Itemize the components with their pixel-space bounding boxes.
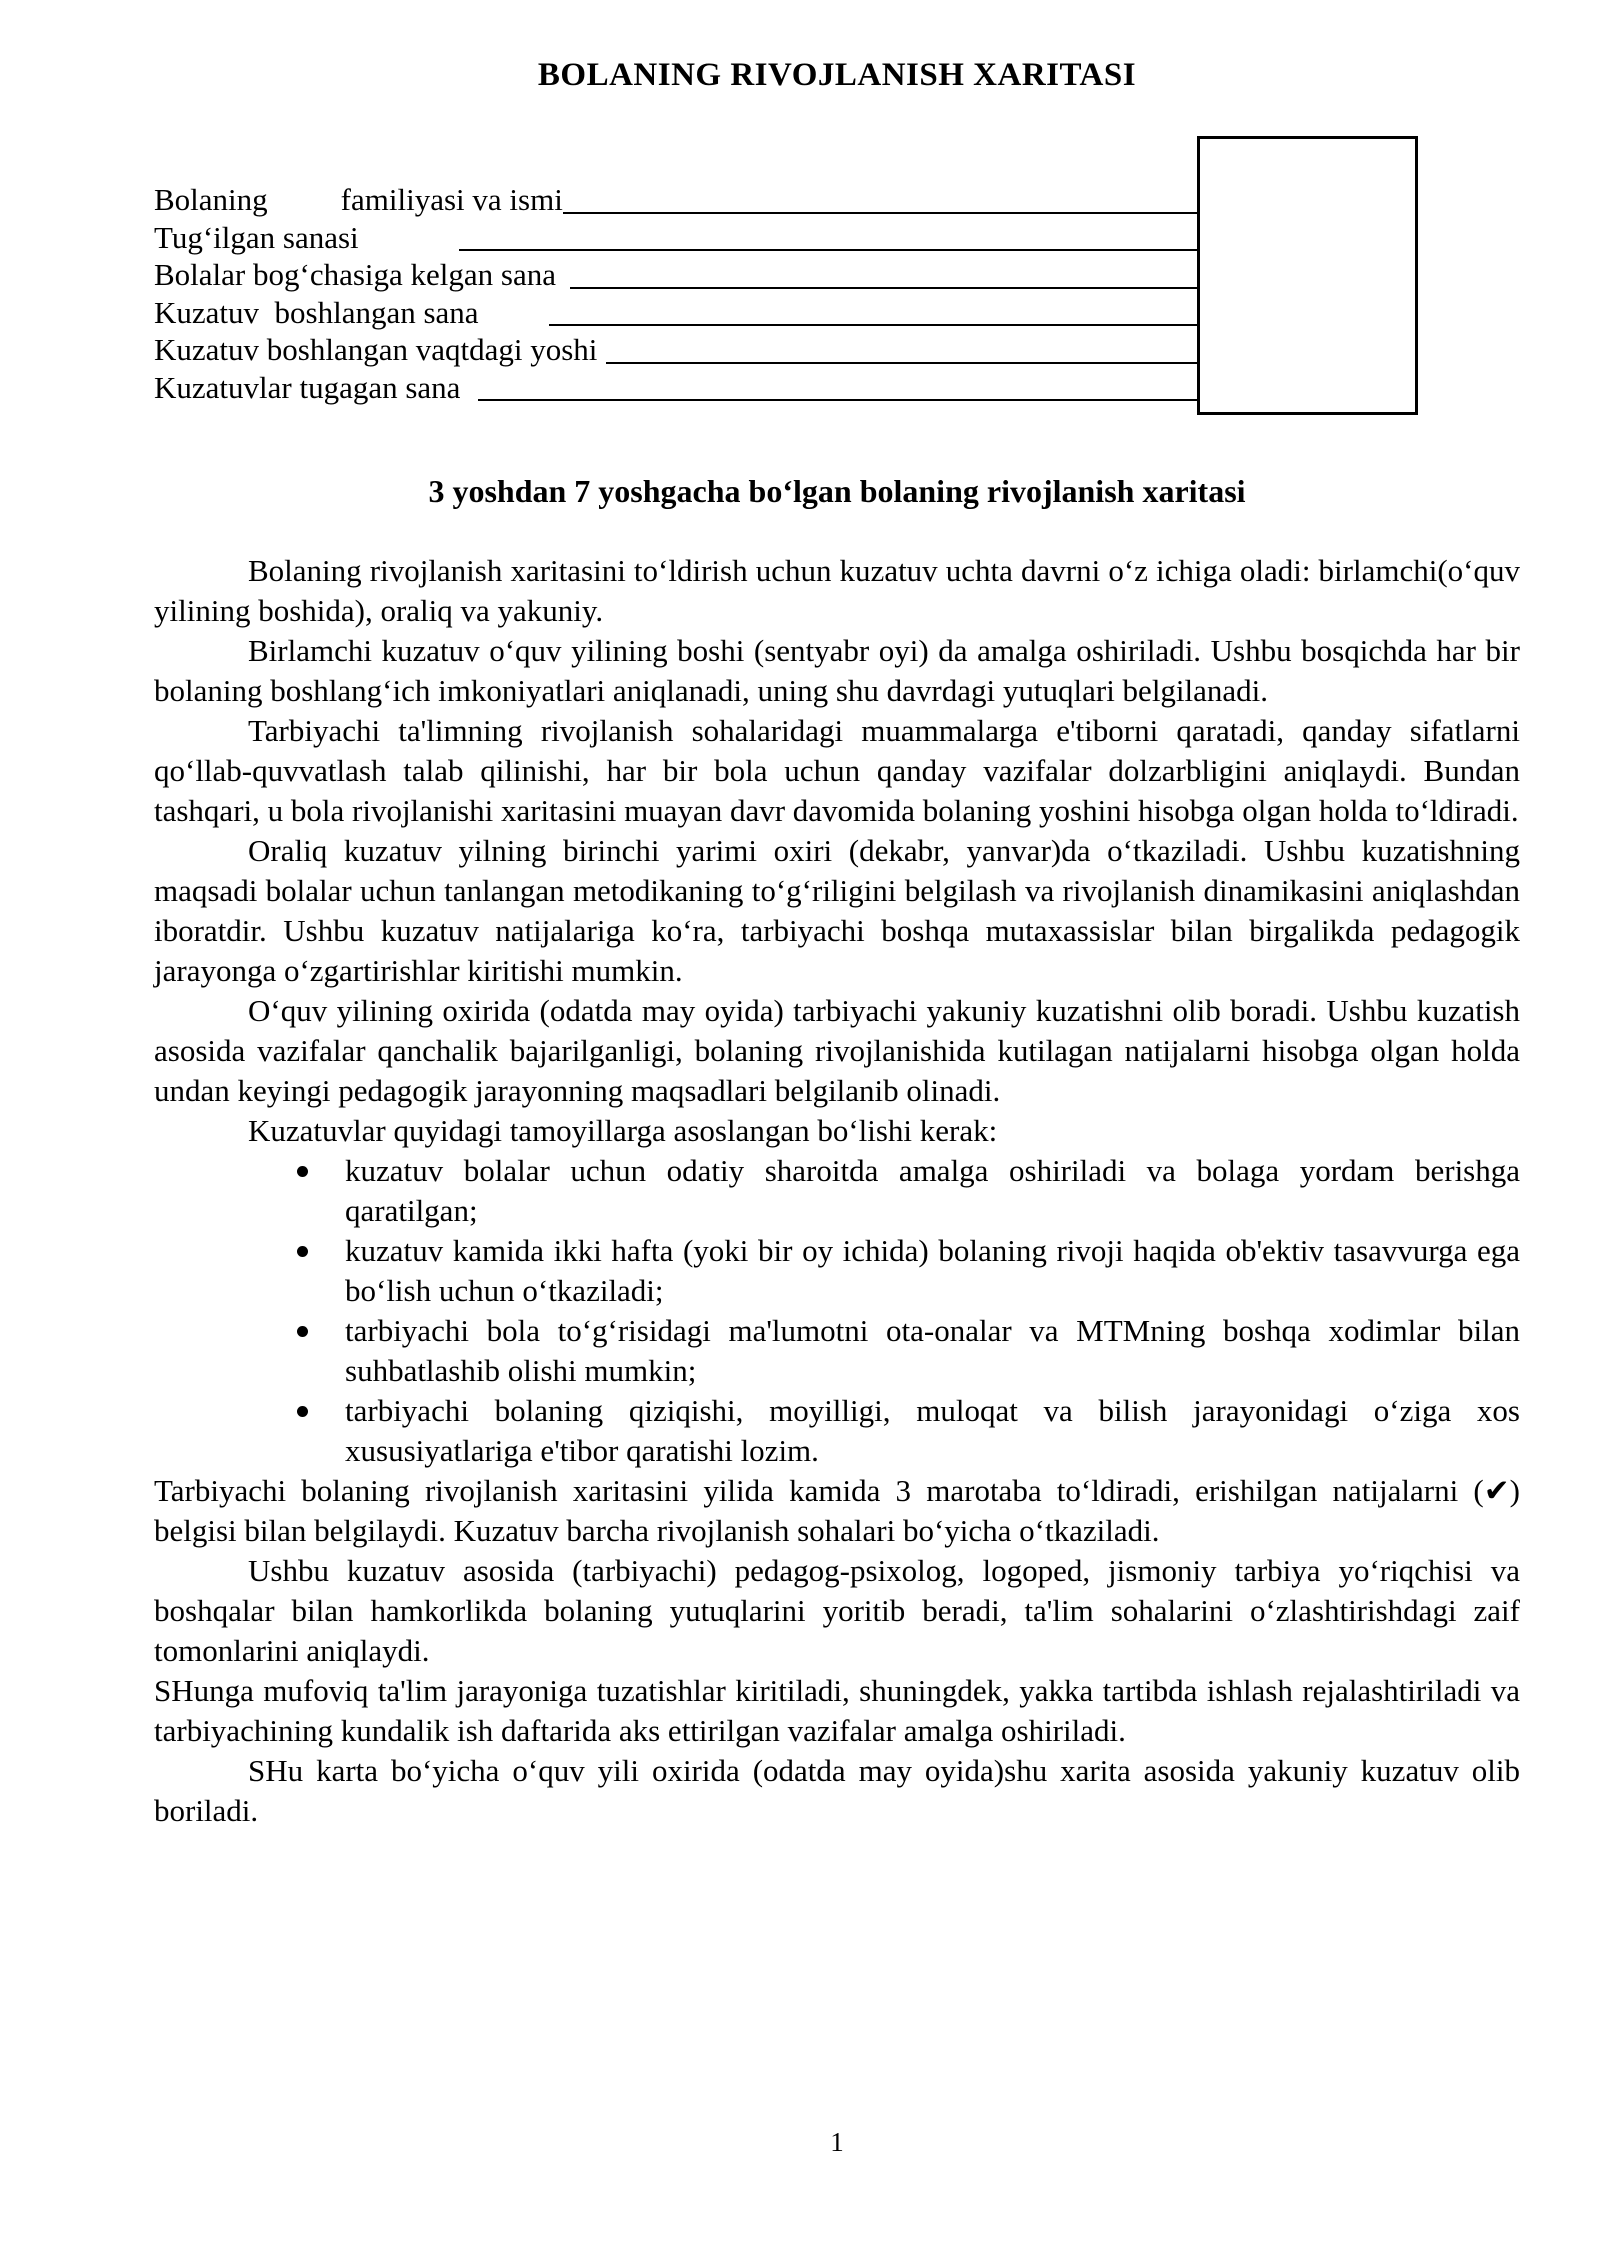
paragraph: Birlamchi kuzatuv o‘quv yilining boshi (sentyabr oyi) da amalga oshiriladi. Ushbu bosqichda har bir bolaning boshlang‘ich imkoniyatlari aniqlanadi, uning shu davrdagi yutuqlari belgilanadi. [154, 633, 1520, 708]
paragraph: Tarbiyachi ta'limning rivojlanish sohalaridagi muammalarga e'tiborni qaratadi, qanday sifatlarni qo‘llab-quvvatlash talab qilinishi, har bir bola uchun qanday vazifalar dolzarbligini aniqlaydi. Bundan tashqari, u bola rivojlanishi xaritasini muayan davr davomida bolaning yoshini hisobga olgan holda to‘ldiradi. [154, 713, 1520, 828]
principles-list [154, 1151, 1520, 1471]
paragraph-principles-intro: Kuzatuvlar quyidagi tamoyillarga asoslangan bo‘lishi kerak: [248, 1113, 998, 1148]
document-body [154, 551, 1520, 1831]
page-number: 1 [830, 2127, 844, 2157]
header-form [154, 181, 1197, 406]
list-item-text: kuzatuv bolalar uchun odatiy sharoitda amalga oshiriladi va bolaga yordam berishga qaratilgan; [345, 1153, 1520, 1228]
form-field-kindergarten-entry-date [154, 256, 1197, 294]
form-field-age-at-observation-start [154, 331, 1197, 369]
paragraph: SHu karta bo‘yicha o‘quv yili oxirida (odatda may oyida)shu xarita asosida yakuniy kuzatuv olib boriladi. [154, 1753, 1520, 1828]
form-field-birth-date [154, 219, 1197, 257]
form-field-child-name [154, 181, 1197, 219]
field-label: Kuzatuv boshlangan vaqtdagi yoshi [154, 332, 598, 367]
field-label: familiyasi va ismi [340, 182, 563, 217]
fill-in-line [606, 331, 1197, 364]
list-item-text: kuzatuv kamida ikki hafta (yoki bir oy ichida) bolaning rivoji haqida ob'ektiv tasavvurga ega bo‘lish uchun o‘tkaziladi; [345, 1233, 1520, 1308]
paragraph: Bolaning rivojlanish xaritasini to‘ldirish uchun kuzatuv uchta davrni o‘z ichiga oladi: birlamchi(o‘quv yilining boshida), oraliq va yakuniy. [154, 553, 1520, 628]
fill-in-line [459, 219, 1197, 252]
page-title: BOLANING RIVOJLANISH XARITASI [537, 57, 1137, 93]
field-label: Kuzatuvlar tugagan sana [154, 369, 461, 405]
paragraph: Oraliq kuzatuv yilning birinchi yarimi oxiri (dekabr, yanvar)da o‘tkaziladi. Ushbu kuzatishning maqsadi bolalar uchun tanlangan metodikaning to‘g‘riligini belgilash va rivojlanish dinamikasini aniqlashdan iboratdir. Ushbu kuzatuv natijalariga ko‘ra, tarbiyachi boshqa mutaxassislar bilan birgalikda pedagogik jarayonga o‘zgartirishlar kiritishi mumkin. [154, 833, 1520, 988]
fill-in-line [478, 369, 1197, 402]
tab-gap [268, 181, 341, 219]
list-item-text: tarbiyachi bolaning qiziqishi, moyilligi, muloqat va bilish jarayonidagi o‘ziga xos xususiyatlariga e'tibor qaratishi lozim. [345, 1393, 1520, 1468]
paragraph: Tarbiyachi bolaning rivojlanish xaritasini yilida kamida 3 marotaba to‘ldiradi, erishilgan natijalarni (✔) belgisi bilan belgilaydi. Kuzatuv barcha rivojlanish sohalari bo‘yicha o‘tkaziladi. [154, 1473, 1520, 1548]
bullet-icon [297, 1246, 308, 1257]
field-label: Bolaning [154, 182, 268, 217]
page-footer [154, 2126, 1520, 2158]
fill-in-line [549, 294, 1197, 327]
list-item [345, 1391, 1520, 1471]
list-item [345, 1231, 1520, 1311]
list-item-text: tarbiyachi bola to‘g‘risidagi ma'lumotni ota-onalar va MTMning boshqa xodimlar bilan suhbatlashib olishi mumkin; [345, 1313, 1520, 1388]
bullet-icon [297, 1406, 308, 1417]
form-field-observation-start-date [154, 294, 1197, 332]
paragraph: O‘quv yilining oxirida (odatda may oyida) tarbiyachi yakuniy kuzatishni olib boradi. Ushbu kuzatish asosida vazifalar qanchalik bajarilganligi, bolaning rivojlanishida kutilagan natijalarni hisobga olgan holda undan keyingi pedagogik jarayonning maqsadlari belgilanib olinadi. [154, 993, 1520, 1108]
paragraph: Ushbu kuzatuv asosida (tarbiyachi) pedagog-psixolog, logoped, jismoniy tarbiya yo‘riqchisi va boshqalar bilan hamkorlikda bolaning yutuqlarini yoritib beradi, ta'lim sohalarini o‘zlashtirishdagi zaif tomonlarini aniqlaydi. [154, 1553, 1520, 1668]
paragraph: SHunga mufoviq ta'lim jarayoniga tuzatishlar kiritiladi, shuningdek, yakka tartibda ishlash rejalashtiriladi va tarbiyachining kundalik ish daftarida aks ettirilgan vazifalar amalga oshiriladi. [154, 1673, 1520, 1748]
bullet-icon [297, 1166, 308, 1177]
list-item [345, 1311, 1520, 1391]
field-label: Bolalar bog‘chasiga kelgan sana [154, 257, 556, 292]
bullet-icon [297, 1326, 308, 1337]
fill-in-line [570, 256, 1197, 289]
field-label: Kuzatuv boshlangan sana [154, 294, 479, 330]
fill-in-line [563, 181, 1197, 214]
field-label: Tug‘ilgan sanasi [154, 219, 359, 255]
form-field-observation-end-date [154, 369, 1197, 407]
list-item [345, 1151, 1520, 1231]
section-subtitle: 3 yoshdan 7 yoshgacha bo‘lgan bolaning rivojlanish xaritasi [428, 473, 1246, 509]
